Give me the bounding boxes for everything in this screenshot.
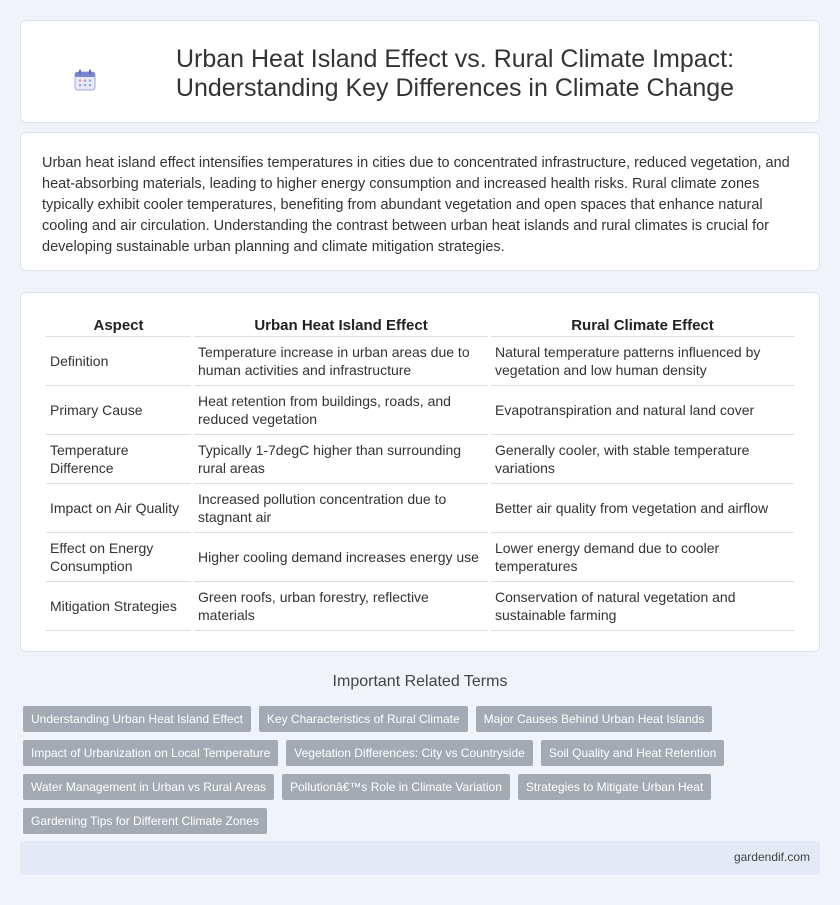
table-cell: Temperature Difference (46, 435, 191, 484)
table-cell: Evapotranspiration and natural land cover (491, 386, 794, 435)
related-term-tag[interactable]: Strategies to Mitigate Urban Heat (518, 774, 711, 800)
related-term-tag[interactable]: Vegetation Differences: City vs Countryside (286, 740, 533, 766)
related-term-tag[interactable]: Pollutionâ€™s Role in Climate Variation (282, 774, 510, 800)
comparison-card (20, 292, 820, 652)
table-cell: Temperature increase in urban areas due to human activities and infrastructure (194, 337, 488, 386)
related-term-tag[interactable]: Understanding Urban Heat Island Effect (23, 706, 251, 732)
table-cell: Green roofs, urban forestry, reflective materials (194, 582, 488, 631)
related-terms-list (23, 706, 823, 834)
related-term-tag[interactable]: Impact of Urbanization on Local Temperature (23, 740, 278, 766)
table-cell: Lower energy demand due to cooler temperatures (491, 533, 794, 582)
related-term-tag[interactable]: Gardening Tips for Different Climate Zones (23, 808, 267, 834)
header-urban: Urban Heat Island Effect (194, 313, 488, 337)
table-row (46, 435, 794, 484)
related-terms-title: Important Related Terms (332, 673, 508, 690)
title-card (20, 20, 820, 123)
related-term-tag[interactable]: Major Causes Behind Urban Heat Islands (476, 706, 713, 732)
table-cell: Higher cooling demand increases energy use (194, 533, 488, 582)
page-title: Urban Heat Island Effect vs. Rural Climate Impact: Understanding Key Differences in Climate Change (175, 45, 735, 102)
intro-paragraph: Urban heat island effect intensifies temperatures in cities due to concentrated infrastructure, reduced vegetation, and heat-absorbing materials, leading to higher energy consumption and increased health risks. Rural climate zones typically exhibit cooler temperatures, benefiting from abundant vegetation and open spaces that enhance natural cooling and air circulation. Understanding the contrast between urban heat islands and rural climates is crucial for developing sustainable urban planning and climate mitigation strategies. (42, 155, 790, 255)
table-row (46, 582, 794, 631)
table-cell: Primary Cause (46, 386, 191, 435)
table-row (46, 484, 794, 533)
footer (20, 841, 820, 875)
footer-site-link[interactable]: gardendif.com (733, 850, 810, 864)
table-cell: Better air quality from vegetation and airflow (491, 484, 794, 533)
header-aspect: Aspect (46, 313, 191, 337)
related-term-tag[interactable]: Water Management in Urban vs Rural Areas (23, 774, 274, 800)
table-cell: Natural temperature patterns influenced by vegetation and low human density (491, 337, 794, 386)
table-cell: Increased pollution concentration due to stagnant air (194, 484, 488, 533)
table-header-row (46, 313, 794, 337)
table-cell: Typically 1-7degC higher than surrounding rural areas (194, 435, 488, 484)
table-row (46, 386, 794, 435)
table-row (46, 533, 794, 582)
related-term-tag[interactable]: Soil Quality and Heat Retention (541, 740, 724, 766)
table-cell: Conservation of natural vegetation and sustainable farming (491, 582, 794, 631)
calendar-icon (73, 68, 97, 92)
table-cell: Generally cooler, with stable temperature variations (491, 435, 794, 484)
comparison-table (43, 313, 797, 631)
table-cell: Effect on Energy Consumption (46, 533, 191, 582)
table-row (46, 337, 794, 386)
intro-card (20, 132, 820, 271)
header-rural: Rural Climate Effect (491, 313, 794, 337)
table-cell: Heat retention from buildings, roads, and reduced vegetation (194, 386, 488, 435)
table-cell: Definition (46, 337, 191, 386)
related-term-tag[interactable]: Key Characteristics of Rural Climate (259, 706, 468, 732)
table-cell: Impact on Air Quality (46, 484, 191, 533)
table-cell: Mitigation Strategies (46, 582, 191, 631)
